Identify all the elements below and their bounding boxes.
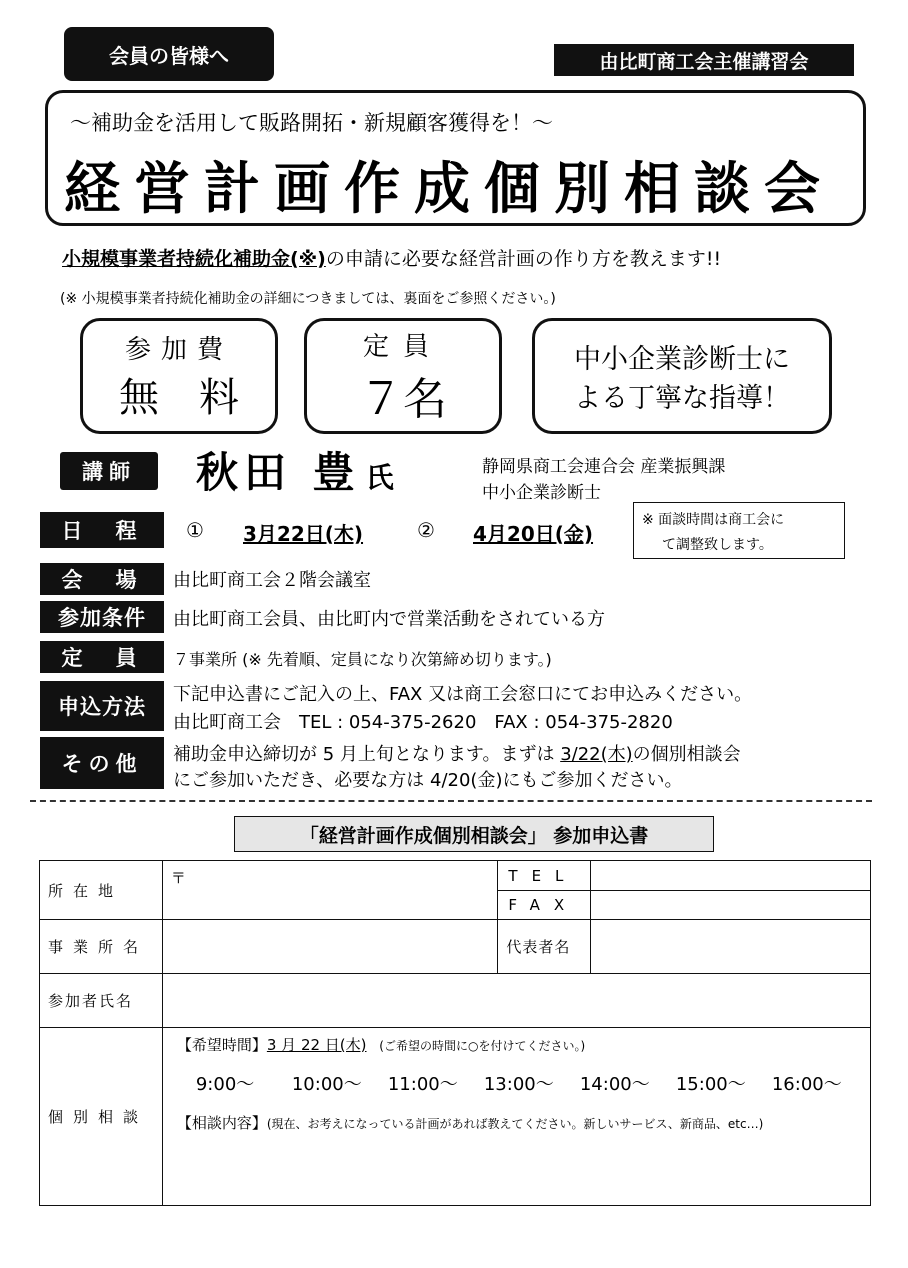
page-title: 経営計画作成個別相談会 — [64, 157, 834, 222]
content-row — [177, 1112, 763, 1133]
lecturer-name: 秋田 豊 — [196, 448, 361, 497]
intro-line — [62, 244, 721, 271]
schedule-marker-1: ① — [186, 518, 204, 542]
business-field[interactable] — [162, 920, 498, 974]
eligibility-label-text: 参加条件 — [58, 606, 146, 630]
time-slot[interactable]: 14:00～ — [579, 1074, 650, 1095]
consult-field[interactable] — [162, 1028, 870, 1206]
fee-label: 参加費 — [124, 335, 233, 365]
form-title-box — [234, 816, 714, 852]
other-text — [173, 740, 741, 766]
other-text-a: 補助金申込締切が 5 月上旬となります。まずは — [173, 744, 561, 765]
participant-field[interactable] — [162, 974, 870, 1028]
subsidy-name: 小規模事業者持続化補助金(※) — [62, 248, 326, 270]
application-contact: 由比町商工会 TEL : 054-375-2620 FAX : 054-375-2820 — [173, 712, 673, 733]
lecturer-affiliation-2: 中小企業診断士 — [482, 483, 601, 503]
schedule-note-2: て調整致します。 — [662, 537, 773, 553]
time-slots — [196, 1070, 842, 1096]
venue-label-text: 会 場 — [61, 568, 143, 592]
capacity-label: 定員 — [362, 331, 443, 362]
time-slot[interactable]: 11:00～ — [387, 1074, 458, 1095]
address-field[interactable] — [162, 861, 498, 920]
fee-value: 無 料 — [119, 375, 239, 421]
lecturer-label — [60, 452, 158, 490]
content-label: 【相談内容】 — [176, 1114, 267, 1132]
fax-label: FAX — [498, 891, 591, 920]
schedule-marker-2: ② — [417, 518, 435, 542]
subtitle: ～補助金を活用して販路開拓・新規顧客獲得を！～ — [70, 111, 553, 135]
capacity-row-label-text: 定 員 — [61, 646, 143, 670]
eligibility-text: 由比町商工会員、由比町内で営業活動をされている方 — [173, 609, 605, 630]
lecturer-label-text: 講師 — [82, 460, 136, 484]
application-text: 下記申込書にご記入の上、FAX 又は商工会窓口にてお申込みください。 — [173, 684, 753, 705]
guidance-box — [532, 318, 832, 434]
desired-time-row — [177, 1034, 585, 1055]
fee-box — [80, 318, 278, 434]
tel-field[interactable] — [591, 861, 871, 891]
time-slot[interactable]: 13:00～ — [483, 1074, 554, 1095]
cut-line — [30, 800, 872, 802]
application-label-text: 申込方法 — [58, 695, 146, 719]
other-label — [40, 737, 164, 789]
postal-mark: 〒 — [170, 869, 186, 887]
schedule-note-1: ※ 面談時間は商工会に — [642, 512, 785, 528]
desired-date: 3 月 22 日(木) — [266, 1036, 367, 1054]
lecturer-name-row — [196, 440, 394, 500]
venue-label — [40, 563, 164, 595]
other-text-date: 3/22(木) — [560, 744, 633, 765]
desired-note: (ご希望の時間に○を付けてください。) — [379, 1039, 586, 1053]
venue-text: 由比町商工会２階会議室 — [173, 570, 371, 591]
address-label: 所在地 — [40, 861, 163, 920]
guidance-line-2: よる丁寧な指導！ — [574, 383, 790, 414]
capacity-value: ７名 — [359, 373, 447, 425]
time-slot[interactable]: 16:00～ — [771, 1074, 842, 1095]
participant-label: 参加者氏名 — [40, 974, 163, 1028]
members-badge — [64, 27, 274, 81]
members-badge-text: 会員の皆様へ — [109, 43, 229, 68]
lecturer-honorific: 氏 — [365, 461, 394, 494]
intro-rest: の申請に必要な経営計画の作り方を教えます!! — [325, 248, 722, 270]
content-note: (現在、お考えになっている計画があれば教えてください。新しいサービス、新商品、etc…) — [266, 1117, 764, 1131]
desired-time-label: 【希望時間】 — [176, 1036, 267, 1054]
schedule-note-box — [633, 502, 845, 559]
rep-field[interactable] — [591, 920, 871, 974]
form-title: 「経営計画作成個別相談会」 参加申込書 — [299, 824, 649, 847]
capacity-row-text: ７事業所 (※ 先着順、定員になり次第締め切ります。) — [173, 650, 552, 669]
guidance-line-1: 中小企業診断士に — [574, 344, 790, 375]
schedule-date-1: 3月22日(木) — [243, 522, 364, 546]
capacity-row-label — [40, 641, 164, 673]
tel-label: TEL — [498, 861, 591, 891]
fax-field[interactable] — [591, 891, 871, 920]
other-label-text: その他 — [61, 752, 143, 776]
title-box — [45, 90, 866, 226]
organizer-badge — [554, 44, 854, 76]
capacity-box — [304, 318, 502, 434]
application-label — [40, 681, 164, 731]
business-label: 事業所名 — [40, 920, 163, 974]
rep-label: 代表者名 — [498, 920, 591, 974]
consult-label: 個別相談 — [40, 1028, 163, 1206]
schedule-date-2: 4月20日(金) — [473, 522, 594, 546]
schedule-label — [40, 512, 164, 548]
time-slot[interactable]: 15:00～ — [675, 1074, 746, 1095]
application-form — [39, 860, 871, 1206]
time-slot[interactable]: 10:00～ — [291, 1074, 362, 1095]
eligibility-label — [40, 601, 164, 633]
schedule-label-text: 日 程 — [61, 519, 143, 543]
time-slot[interactable]: 9:00～ — [195, 1074, 255, 1095]
other-text-b: の個別相談会 — [632, 744, 741, 765]
lecturer-affiliation-1: 静岡県商工会連合会 産業振興課 — [482, 457, 726, 477]
other-text-2: にご参加いただき、必要な方は 4/20(金)にもご参加ください。 — [173, 770, 683, 791]
intro-note: (※ 小規模事業者持続化補助金の詳細につきましては、裏面をご参照ください。) — [60, 291, 556, 307]
organizer-badge-text: 由比町商工会主催講習会 — [599, 50, 809, 73]
